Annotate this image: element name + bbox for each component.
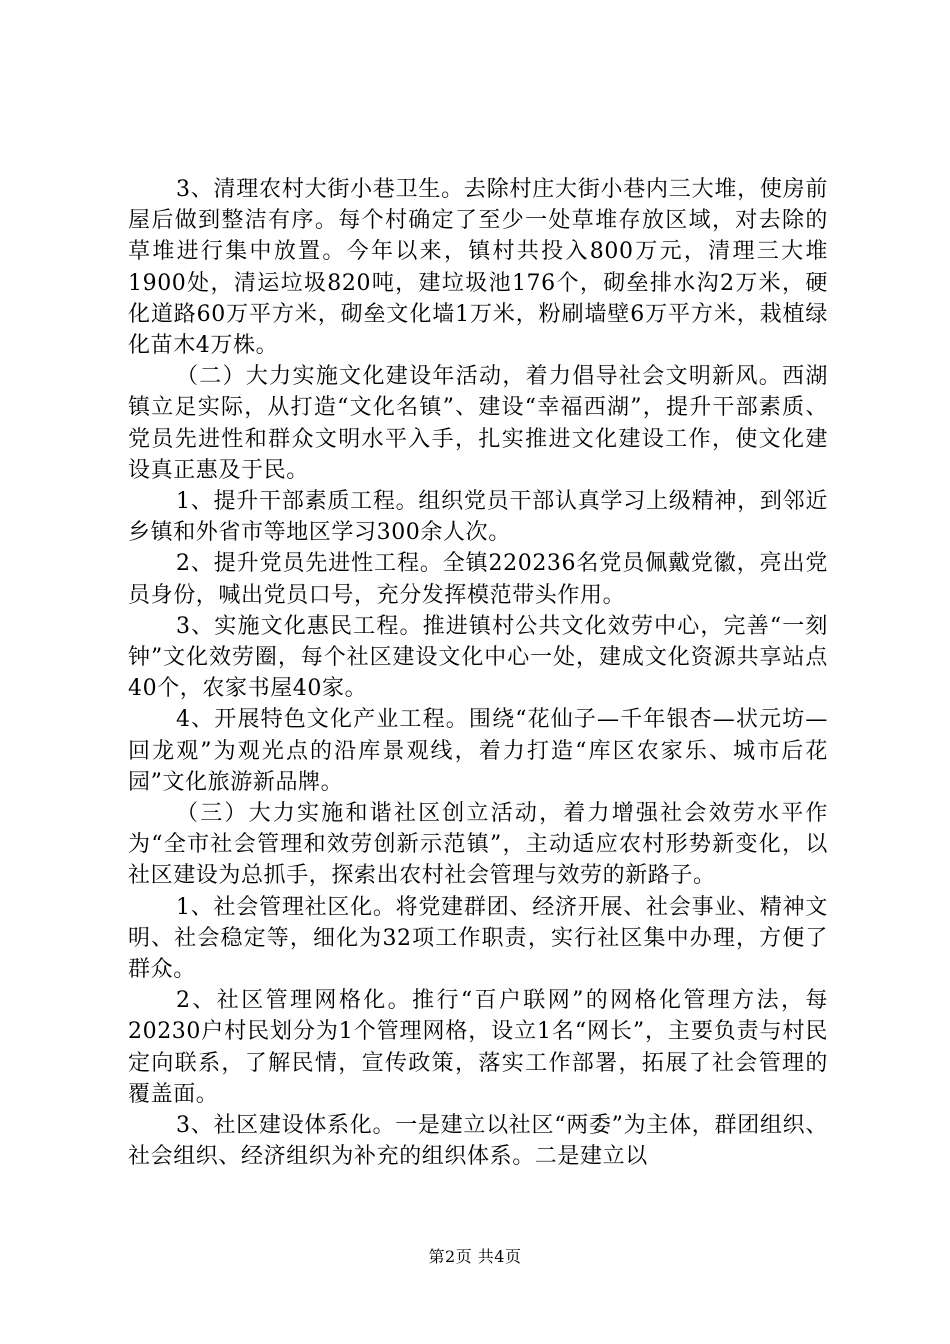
- paragraph-culture-benefit: 3、实施文化惠民工程。推进镇村公共文化效劳中心，完善“一刻钟”文化效劳圈，每个社区建设文化中心一处，建成文化资源共享站点40个，农家书屋40家。: [128, 613, 828, 702]
- paragraph-section-2-heading: （二）大力实施文化建设年活动，着力倡导社会文明新风。西湖镇立足实际，从打造“文化名镇”、建设“幸福西湖”，提升干部素质、党员先进性和群众文明水平入手，扎实推进文化建设工作，使文化建设真正惠及于民。: [128, 364, 828, 483]
- paragraph-culture-industry: 4、开展特色文化产业工程。围绕“花仙子—千年银杏—状元坊—回龙观”为观光点的沿库景观线，着力打造“库区农家乐、城市后花园”文化旅游新品牌。: [128, 707, 828, 795]
- paragraph-sanitation: 3、清理农村大街小巷卫生。去除村庄大街小巷内三大堆，使房前屋后做到整洁有序。每个村确定了至少一处草堆存放区域，对去除的草堆进行集中放置。今年以来，镇村共投入800万元，清理三大堆1900处，清运垃圾820吨，建垃圾池176个，砌垒排水沟2万米，硬化道路60万平方米，砌垒文化墙1万米，粉刷墙壁6万平方米，栽植绿化苗木4万株。: [128, 177, 828, 359]
- page-number-footer: 第2页 共4页: [428, 1247, 522, 1266]
- paragraph-grid-management: 2、社区管理网格化。推行“百户联网”的网格化管理方法，每20230户村民划分为1个管理网格，设立1名“网长”，主要负责与村民定向联系，了解民情，宣传政策，落实工作部署，拓展了社会管理的覆盖面。: [128, 988, 828, 1107]
- paragraph-party-members: 2、提升党员先进性工程。全镇220236名党员佩戴党徽，亮出党员身份，喊出党员口号，充分发挥模范带头作用。: [128, 551, 828, 608]
- document-body: [128, 174, 828, 1173]
- paragraph-cadre-quality: 1、提升干部素质工程。组织党员干部认真学习上级精神，到邻近乡镇和外省市等地区学习300余人次。: [128, 489, 828, 546]
- paragraph-community-system: 3、社区建设体系化。一是建立以社区“两委”为主体，群团组织、社会组织、经济组织为补充的组织体系。二是建立以: [128, 1113, 828, 1170]
- paragraph-community-management: 1、社会管理社区化。将党建群团、经济开展、社会事业、精神文明、社会稳定等，细化为32项工作职责，实行社区集中办理，方便了群众。: [128, 894, 828, 983]
- paragraph-section-3-heading: （三）大力实施和谐社区创立活动，着力增强社会效劳水平作为“全市社会管理和效劳创新示范镇”，主动适应农村形势新变化，以社区建设为总抓手，探索出农村社会管理与效劳的新路子。: [128, 801, 828, 889]
